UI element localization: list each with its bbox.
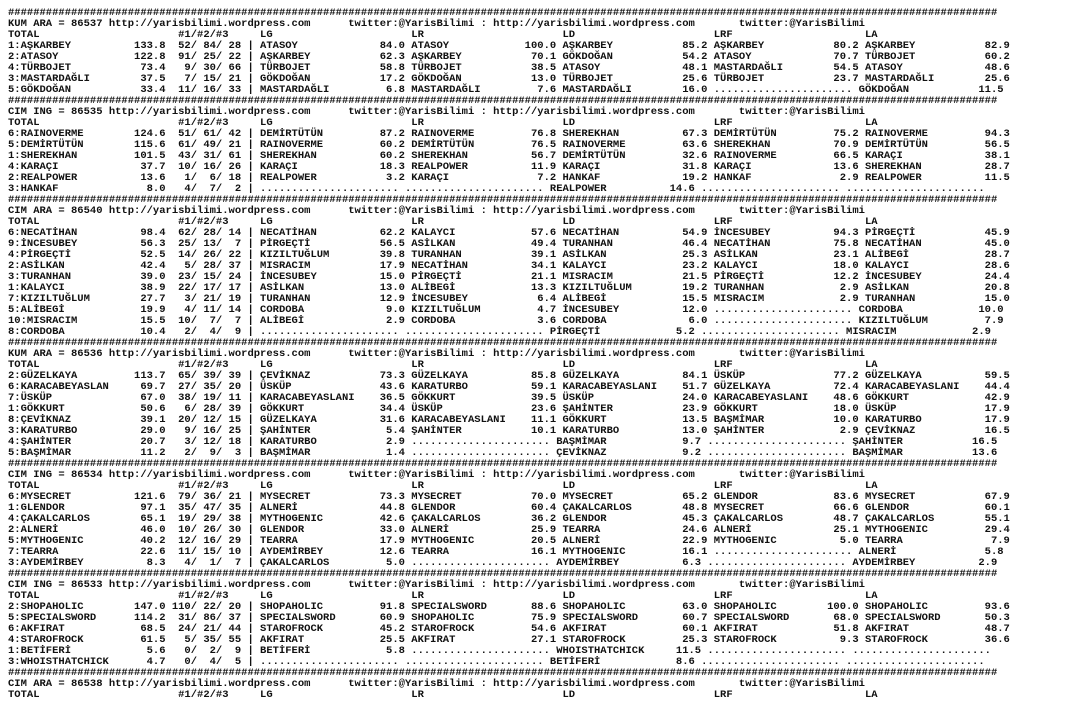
- column-header: TOTAL #1/#2/#3 LG LR LD LRF LA: [8, 117, 878, 129]
- table-row: 1:KALAYCI 38.9 22/ 17/ 17 | ASİLKAN 13.0 ALİBEGİ 13.3 KIZILTUĞLUM 19.2 TURANHAN 2.9 ASİLKAN 20.8: [8, 282, 1010, 294]
- table-row: 8:ÇEVİKNAZ 39.1 20/ 12/ 15 | GÜZELKAYA 31.6 KARACABEYASLANI 11.1 GÖKKURT 13.5 BAŞMİMAR 10.0 KARATURBO 17.9: [8, 414, 1010, 426]
- table-row: 4:PİRGEÇTİ 52.5 14/ 26/ 22 | KIZILTUĞLUM 39.8 TURANHAN 39.1 ASİLKAN 25.3 ASİLKAN 23.1 ALİBEGİ 28.7: [8, 249, 1010, 261]
- table-row: 5:BAŞMİMAR 11.2 2/ 9/ 3 | BAŞMİMAR 1.4 ...................... ÇEVİKNAZ 9.2 ...................... BAŞMİMAR 13.6: [8, 447, 998, 459]
- column-header: TOTAL #1/#2/#3 LG LR LD LRF LA: [8, 29, 878, 41]
- table-row: 2:GÜZELKAYA 113.7 65/ 39/ 39 | ÇEVİKNAZ 73.3 GÜZELKAYA 85.8 GÜZELKAYA 84.1 ÜSKÜP 77.2 GÜZELKAYA 59.5: [8, 370, 1010, 382]
- column-header: TOTAL #1/#2/#3 LG LR LD LRF LA: [8, 480, 878, 492]
- table-row: 4:KARAÇI 37.7 10/ 16/ 26 | KARAÇI 18.3 REALPOWER 11.9 KARAÇI 31.8 KARAÇI 13.6 SHEREKHAN 28.7: [8, 161, 1010, 173]
- race-header: CIM ARA = 86540 http://yarisbilimi.wordpress.com twitter:@YarisBilimi : http://yarisbilimi.wordpress.com twitter:@YarisBilimi: [8, 205, 865, 217]
- race-header: CIM ING = 86535 http://yarisbilimi.wordpress.com twitter:@YarisBilimi : http://yarisbilimi.wordpress.com twitter:@YarisBilimi: [8, 106, 865, 118]
- race-header: CIM ING = 86533 http://yarisbilimi.wordpress.com twitter:@YarisBilimi : http://yarisbilimi.wordpress.com twitter:@YarisBilimi: [8, 579, 865, 591]
- table-row: 2:SHOPAHOLIC 147.0 110/ 22/ 20 | SHOPAHOLIC 91.8 SPECIALSWORD 88.6 SHOPAHOLIC 63.0 SHOPAHOLIC 100.0 SHOPAHOLIC 93.6: [8, 601, 1010, 613]
- table-row: 8:CORDOBA 10.4 2/ 4/ 9 | ...................... ...................... PİRGEÇTİ 5.2 ...................... MISRACIM 2.9: [8, 326, 991, 338]
- column-header: TOTAL #1/#2/#3 LG LR LD LRF LA: [8, 216, 878, 228]
- table-row: 2:ALNERİ 46.0 10/ 26/ 30 | GLENDOR 33.0 ALNERİ 25.9 TEARRA 24.6 ALNERİ 25.1 MYTHOGENIC 29.4: [8, 524, 1010, 536]
- separator-line: #############################################################################################################################################################: [8, 7, 998, 19]
- separator-line: #############################################################################################################################################################: [8, 667, 998, 679]
- race-header: KUM ARA = 86536 http://yarisbilimi.wordpress.com twitter:@YarisBilimi : http://yarisbilimi.wordpress.com twitter:@YarisBilimi: [8, 348, 865, 360]
- separator-line: #############################################################################################################################################################: [8, 194, 998, 206]
- table-row: 4:ÇAKALCARLOS 65.1 19/ 29/ 38 | MYTHOGENIC 42.6 ÇAKALCARLOS 36.2 GLENDOR 45.3 ÇAKALCARLOS 48.7 ÇAKALCARLOS 55.1: [8, 513, 1010, 525]
- table-row: 10:MISRACIM 15.5 10/ 7/ 7 | ALİBEGİ 2.9 CORDOBA 3.6 CORDOBA 6.0 ...................... KIZILTUĞLUM 7.9: [8, 315, 1004, 327]
- table-row: 2:ASİLKAN 42.4 5/ 28/ 37 | MISRACIM 17.9 NECATİHAN 34.1 KALAYCI 23.2 KALAYCI 18.0 KALAYCI 28.6: [8, 260, 1010, 272]
- table-row: 7:ÜSKÜP 67.0 38/ 19/ 11 | KARACABEYASLANI 36.5 GÖKKURT 39.5 ÜSKÜP 24.0 KARACABEYASLANI 48.6 GÖKKURT 42.9: [8, 392, 1010, 404]
- table-row: 6:AKFIRAT 68.5 24/ 21/ 44 | STAROFROCK 45.2 STAROFROCK 54.6 AKFIRAT 60.1 AKFIRAT 51.8 AKFIRAT 48.7: [8, 623, 1010, 635]
- table-row: 2:REALPOWER 13.6 1/ 6/ 18 | REALPOWER 3.2 KARAÇI 7.2 HANKAF 19.2 HANKAF 2.9 REALPOWER 11.5: [8, 172, 1010, 184]
- separator-line: #############################################################################################################################################################: [8, 337, 998, 349]
- table-row: 4:ŞAHİNTER 20.7 3/ 12/ 18 | KARATURBO 2.9 ...................... BAŞMİMAR 9.7 ...................... ŞAHİNTER 16.5: [8, 436, 998, 448]
- table-row: 9:İNCESUBEY 56.3 25/ 13/ 7 | PİRGEÇTİ 56.5 ASİLKAN 49.4 TURANHAN 46.4 NECATİHAN 75.8 NECATİHAN 45.0: [8, 238, 1010, 250]
- table-row: 3:TURANHAN 39.0 23/ 15/ 24 | İNCESUBEY 15.0 PİRGEÇTİ 21.1 MISRACIM 21.5 PİRGEÇTİ 12.2 İNCESUBEY 24.4: [8, 271, 1010, 283]
- race-header: CIM ARA = 86538 http://yarisbilimi.wordpress.com twitter:@YarisBilimi : http://yarisbilimi.wordpress.com twitter:@YarisBilimi: [8, 678, 865, 690]
- table-row: 6:RAINOVERME 124.6 51/ 61/ 42 | DEMİRTÜTÜN 87.2 RAINOVERME 76.8 SHEREKHAN 67.3 DEMİRTÜTÜN 75.2 RAINOVERME 94.3: [8, 128, 1010, 140]
- table-row: 6:NECATİHAN 98.4 62/ 28/ 14 | NECATİHAN 62.2 KALAYCI 57.6 NECATİHAN 54.9 İNCESUBEY 94.3 PİRGEÇTİ 45.9: [8, 227, 1010, 239]
- table-row: 1:BETİFERİ 5.6 0/ 2/ 9 | BETİFERİ 5.8 ...................... WHOISTHATCHICK 11.5 ...................... ......................: [8, 645, 991, 657]
- column-header: TOTAL #1/#2/#3 LG LR LD LRF LA: [8, 359, 878, 371]
- table-row: 5:ALİBEGİ 19.9 4/ 11/ 14 | CORDOBA 9.0 KIZILTUĞLUM 4.7 İNCESUBEY 12.0 ...................... CORDOBA 10.0: [8, 304, 1004, 316]
- table-row: 1:AŞKARBEY 133.8 52/ 84/ 28 | ATASOY 84.0 ATASOY 100.0 AŞKARBEY 85.2 AŞKARBEY 80.2 AŞKARBEY 82.9: [8, 40, 1010, 52]
- table-row: 6:KARACABEYASLAN 69.7 27/ 35/ 20 | ÜSKÜP 43.6 KARATURBO 59.1 KARACABEYASLANI 51.7 GÜZELKAYA 72.4 KARACABEYASLANI 44.4: [8, 381, 1010, 393]
- table-row: 5:GÖKDOĞAN 33.4 11/ 16/ 33 | MASTARDAĞLI 6.8 MASTARDAĞLI 7.6 MASTARDAĞLI 16.0 ...................... GÖKDOĞAN 11.5: [8, 84, 1004, 96]
- separator-line: #############################################################################################################################################################: [8, 95, 998, 107]
- table-row: 3:MASTARDAĞLI 37.5 7/ 15/ 21 | GÖKDOĞAN 17.2 GÖKDOĞAN 13.0 TÜRBOJET 25.6 TÜRBOJET 23.7 MASTARDAĞLI 25.6: [8, 73, 1010, 85]
- table-row: 3:KARATURBO 29.0 9/ 16/ 25 | ŞAHİNTER 5.4 ŞAHİNTER 10.1 KARATURBO 13.0 ŞAHİNTER 2.9 ÇEVİKNAZ 16.5: [8, 425, 1010, 437]
- race-header: CIM ING = 86534 http://yarisbilimi.wordpress.com twitter:@YarisBilimi : http://yarisbilimi.wordpress.com twitter:@YarisBilimi: [8, 469, 865, 481]
- table-row: 5:SPECIALSWORD 114.2 31/ 86/ 37 | SPECIALSWORD 60.9 SHOPAHOLIC 75.9 SPECIALSWORD 60.7 SPECIALSWORD 68.0 SPECIALSWORD 50.3: [8, 612, 1010, 624]
- table-row: 1:GÖKKURT 50.6 6/ 28/ 39 | GÖKKURT 34.4 ÜSKÜP 23.6 ŞAHİNTER 23.9 GÖKKURT 18.0 ÜSKÜP 17.9: [8, 403, 1010, 415]
- race-header: KUM ARA = 86537 http://yarisbilimi.wordpress.com twitter:@YarisBilimi : http://yarisbilimi.wordpress.com twitter:@YarisBilimi: [8, 18, 865, 30]
- separator-line: #############################################################################################################################################################: [8, 568, 998, 580]
- table-row: 7:KIZILTUĞLUM 27.7 3/ 21/ 19 | TURANHAN 12.9 İNCESUBEY 6.4 ALİBEGİ 15.5 MISRACIM 2.9 TURANHAN 15.0: [8, 293, 1010, 305]
- table-row: 1:SHEREKHAN 101.5 43/ 31/ 61 | SHEREKHAN 60.2 SHEREKHAN 56.7 DEMİRTÜTÜN 32.6 RAINOVERME 66.5 KARAÇI 38.1: [8, 150, 1010, 162]
- table-row: 5:DEMİRTÜTÜN 115.6 61/ 49/ 21 | RAINOVERME 60.2 DEMİRTÜTÜN 76.5 RAINOVERME 63.6 SHEREKHAN 70.9 DEMİRTÜTÜN 56.5: [8, 139, 1010, 151]
- separator-line: #############################################################################################################################################################: [8, 458, 998, 470]
- table-row: 2:ATASOY 122.8 91/ 25/ 22 | AŞKARBEY 62.3 AŞKARBEY 70.1 GÖKDOĞAN 54.2 ATASOY 70.7 TÜRBOJET 60.2: [8, 51, 1010, 63]
- table-row: 3:AYDEMİRBEY 8.3 4/ 1/ 7 | ÇAKALCARLOS 5.0 ...................... AYDEMİRBEY 6.3 ...................... AYDEMİRBEY 2.9: [8, 557, 998, 569]
- column-header: TOTAL #1/#2/#3 LG LR LD LRF LA: [8, 689, 878, 701]
- table-row: 7:TEARRA 22.6 11/ 15/ 10 | AYDEMİRBEY 12.6 TEARRA 16.1 MYTHOGENIC 16.1 ...................... ALNERİ 5.8: [8, 546, 1004, 558]
- table-row: 5:MYTHOGENIC 40.2 12/ 16/ 29 | TEARRA 17.9 MYTHOGENIC 20.5 ALNERİ 22.9 MYTHOGENIC 5.0 TEARRA 7.9: [8, 535, 1010, 547]
- table-row: 4:TÜRBOJET 73.4 9/ 30/ 66 | TÜRBOJET 58.8 TÜRBOJET 38.5 ATASOY 48.1 MASTARDAĞLI 54.5 ATASOY 48.6: [8, 62, 1010, 74]
- column-header: TOTAL #1/#2/#3 LG LR LD LRF LA: [8, 590, 878, 602]
- table-row: 4:STAROFROCK 61.5 5/ 35/ 55 | AKFIRAT 25.5 AKFIRAT 27.1 STAROFROCK 25.3 STAROFROCK 9.3 STAROFROCK 36.6: [8, 634, 1010, 646]
- table-row: 6:MYSECRET 121.6 79/ 36/ 21 | MYSECRET 73.3 MYSECRET 70.0 MYSECRET 65.2 GLENDOR 83.6 MYSECRET 67.9: [8, 491, 1010, 503]
- table-row: 3:HANKAF 8.0 4/ 7/ 2 | ...................... ...................... REALPOWER 14.6 ...................... ......................: [8, 183, 985, 195]
- table-row: 1:GLENDOR 97.1 35/ 47/ 35 | ALNERİ 44.8 GLENDOR 60.4 ÇAKALCARLOS 48.8 MYSECRET 66.6 GLENDOR 60.1: [8, 502, 1010, 514]
- table-row: 3:WHOISTHATCHICK 4.7 0/ 4/ 5 | ...................... ...................... BETİFERİ 8.6 ...................... ......................: [8, 656, 985, 668]
